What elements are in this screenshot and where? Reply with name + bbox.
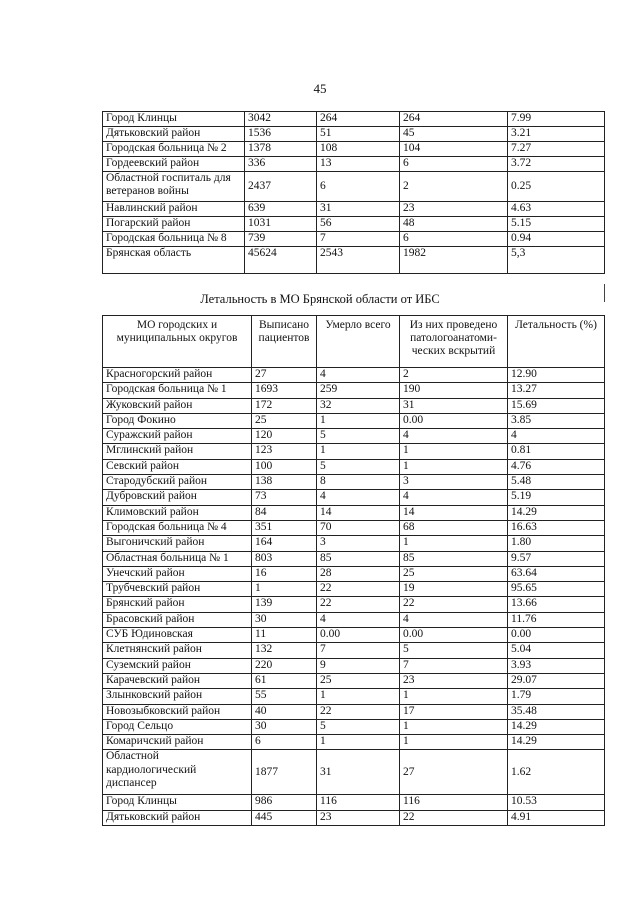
header-cell-autopsies: Из них проведено патологоанатоми-ческих вскрытий <box>400 316 508 368</box>
value-cell: 1 <box>317 689 400 704</box>
value-cell: 1.80 <box>508 536 605 551</box>
value-cell: 6 <box>400 157 508 172</box>
value-cell: 27 <box>400 750 508 795</box>
continuation-table <box>102 111 605 274</box>
district-name-cell: Новозыбковский район <box>103 704 252 719</box>
table-row <box>103 505 605 520</box>
value-cell: 22 <box>317 597 400 612</box>
district-name-cell: СУБ Юдиновская <box>103 628 252 643</box>
value-cell: 68 <box>400 520 508 535</box>
district-name-cell: Город Клинцы <box>103 795 252 810</box>
district-name-cell: Комаричский район <box>103 735 252 750</box>
value-cell: 336 <box>245 157 317 172</box>
value-cell: 14.29 <box>508 505 605 520</box>
value-cell: 264 <box>400 112 508 127</box>
value-cell: 1877 <box>252 750 317 795</box>
value-cell: 3 <box>400 475 508 490</box>
table-row <box>103 658 605 673</box>
value-cell: 264 <box>317 112 400 127</box>
district-name-cell: Город Фокино <box>103 413 252 428</box>
value-cell: 3.21 <box>508 127 605 142</box>
value-cell: 1 <box>317 444 400 459</box>
value-cell: 1693 <box>252 383 317 398</box>
value-cell: 5,3 <box>508 247 605 274</box>
value-cell: 14.29 <box>508 735 605 750</box>
table-row <box>103 142 605 157</box>
value-cell: 4 <box>317 612 400 627</box>
district-name-cell: Клетнянский район <box>103 643 252 658</box>
district-name-cell: Карачевский район <box>103 673 252 688</box>
value-cell: 259 <box>317 383 400 398</box>
table-row <box>103 810 605 825</box>
value-cell: 19 <box>400 582 508 597</box>
table-row <box>103 643 605 658</box>
value-cell: 11 <box>252 628 317 643</box>
value-cell: 4.63 <box>508 202 605 217</box>
value-cell: 85 <box>317 551 400 566</box>
value-cell: 4 <box>508 429 605 444</box>
table-row <box>103 247 605 274</box>
district-name-cell: Навлинский район <box>103 202 245 217</box>
district-name-cell: Городская больница № 2 <box>103 142 245 157</box>
value-cell: 5.15 <box>508 217 605 232</box>
table-row <box>103 597 605 612</box>
value-cell: 55 <box>252 689 317 704</box>
header-cell-lethality: Летальность (%) <box>508 316 605 368</box>
table-row <box>103 202 605 217</box>
value-cell: 22 <box>400 810 508 825</box>
value-cell: 1 <box>400 735 508 750</box>
value-cell: 13.66 <box>508 597 605 612</box>
value-cell: 6 <box>317 172 400 202</box>
value-cell: 9 <box>317 658 400 673</box>
value-cell: 190 <box>400 383 508 398</box>
value-cell: 4 <box>400 429 508 444</box>
district-name-cell: Унечский район <box>103 566 252 581</box>
lethality-table <box>102 315 605 826</box>
value-cell: 23 <box>400 202 508 217</box>
value-cell: 3.93 <box>508 658 605 673</box>
district-name-cell: Брасовский район <box>103 612 252 627</box>
value-cell: 351 <box>252 520 317 535</box>
value-cell: 45624 <box>245 247 317 274</box>
value-cell: 51 <box>317 127 400 142</box>
value-cell: 5.48 <box>508 475 605 490</box>
value-cell: 132 <box>252 643 317 658</box>
district-name-cell: Город Сельцо <box>103 719 252 734</box>
district-name-cell: Красногорский район <box>103 368 252 383</box>
value-cell: 1 <box>317 735 400 750</box>
table-row <box>103 368 605 383</box>
value-cell: 1536 <box>245 127 317 142</box>
value-cell: 22 <box>317 582 400 597</box>
value-cell: 16.63 <box>508 520 605 535</box>
value-cell: 1 <box>317 413 400 428</box>
value-cell: 5.04 <box>508 643 605 658</box>
value-cell: 138 <box>252 475 317 490</box>
value-cell: 120 <box>252 429 317 444</box>
value-cell: 13 <box>317 157 400 172</box>
table-row <box>103 475 605 490</box>
value-cell: 1 <box>400 719 508 734</box>
value-cell: 30 <box>252 612 317 627</box>
value-cell: 123 <box>252 444 317 459</box>
value-cell: 9.57 <box>508 551 605 566</box>
value-cell: 25 <box>317 673 400 688</box>
margin-line <box>604 284 605 302</box>
value-cell: 116 <box>400 795 508 810</box>
value-cell: 220 <box>252 658 317 673</box>
table-row <box>103 689 605 704</box>
district-name-cell: Мглинский район <box>103 444 252 459</box>
value-cell: 0.94 <box>508 232 605 247</box>
value-cell: 85 <box>400 551 508 566</box>
value-cell: 30 <box>252 719 317 734</box>
value-cell: 5 <box>317 459 400 474</box>
value-cell: 63.64 <box>508 566 605 581</box>
value-cell: 172 <box>252 398 317 413</box>
table-row <box>103 490 605 505</box>
value-cell: 164 <box>252 536 317 551</box>
district-name-cell: Дятьковский район <box>103 810 252 825</box>
value-cell: 1982 <box>400 247 508 274</box>
table-row <box>103 232 605 247</box>
table-row <box>103 566 605 581</box>
value-cell: 0.00 <box>508 628 605 643</box>
district-name-cell: Брянский район <box>103 597 252 612</box>
value-cell: 14 <box>400 505 508 520</box>
value-cell: 22 <box>317 704 400 719</box>
value-cell: 739 <box>245 232 317 247</box>
district-name-cell: Дубровский район <box>103 490 252 505</box>
value-cell: 3.85 <box>508 413 605 428</box>
value-cell: 3.72 <box>508 157 605 172</box>
value-cell: 986 <box>252 795 317 810</box>
value-cell: 1 <box>400 459 508 474</box>
value-cell: 14 <box>317 505 400 520</box>
value-cell: 1.62 <box>508 750 605 795</box>
value-cell: 5 <box>317 429 400 444</box>
district-name-cell: Севский район <box>103 459 252 474</box>
district-name-cell: Трубчевский район <box>103 582 252 597</box>
value-cell: 61 <box>252 673 317 688</box>
value-cell: 0.00 <box>400 413 508 428</box>
header-cell-district: МО городских и муниципальных округов <box>103 316 252 368</box>
value-cell: 15.69 <box>508 398 605 413</box>
page-number: 45 <box>313 81 327 96</box>
value-cell: 445 <box>252 810 317 825</box>
value-cell: 7.99 <box>508 112 605 127</box>
value-cell: 48 <box>400 217 508 232</box>
value-cell: 73 <box>252 490 317 505</box>
table-row <box>103 551 605 566</box>
value-cell: 4.76 <box>508 459 605 474</box>
district-name-cell: Жуковский район <box>103 398 252 413</box>
district-name-cell: Злынковский район <box>103 689 252 704</box>
value-cell: 10.53 <box>508 795 605 810</box>
value-cell: 8 <box>317 475 400 490</box>
district-name-cell: Областная больница № 1 <box>103 551 252 566</box>
value-cell: 25 <box>400 566 508 581</box>
value-cell: 108 <box>317 142 400 157</box>
value-cell: 84 <box>252 505 317 520</box>
section-title: Летальность в МО Брянской области от ИБС <box>200 292 440 306</box>
value-cell: 27 <box>252 368 317 383</box>
value-cell: 116 <box>317 795 400 810</box>
value-cell: 28 <box>317 566 400 581</box>
value-cell: 1378 <box>245 142 317 157</box>
value-cell: 12.90 <box>508 368 605 383</box>
value-cell: 1 <box>252 582 317 597</box>
value-cell: 3042 <box>245 112 317 127</box>
value-cell: 0.81 <box>508 444 605 459</box>
value-cell: 4.91 <box>508 810 605 825</box>
table-row <box>103 582 605 597</box>
table-row <box>103 172 605 202</box>
value-cell: 7 <box>400 658 508 673</box>
value-cell: 2 <box>400 172 508 202</box>
value-cell: 0.25 <box>508 172 605 202</box>
value-cell: 17 <box>400 704 508 719</box>
table-row <box>103 719 605 734</box>
value-cell: 4 <box>400 612 508 627</box>
value-cell: 23 <box>317 810 400 825</box>
value-cell: 5 <box>400 643 508 658</box>
district-name-cell: Выгоничский район <box>103 536 252 551</box>
district-name-cell: Городская больница № 4 <box>103 520 252 535</box>
value-cell: 13.27 <box>508 383 605 398</box>
value-cell: 7 <box>317 643 400 658</box>
table-row <box>103 217 605 232</box>
value-cell: 1 <box>400 444 508 459</box>
header-cell-died: Умерло всего <box>317 316 400 368</box>
value-cell: 40 <box>252 704 317 719</box>
header-row <box>103 316 605 368</box>
table-row <box>103 704 605 719</box>
value-cell: 4 <box>317 490 400 505</box>
value-cell: 1.79 <box>508 689 605 704</box>
value-cell: 56 <box>317 217 400 232</box>
table-row <box>103 795 605 810</box>
value-cell: 31 <box>400 398 508 413</box>
table-row <box>103 429 605 444</box>
district-name-cell: Климовский район <box>103 505 252 520</box>
value-cell: 25 <box>252 413 317 428</box>
table-row <box>103 459 605 474</box>
table-row <box>103 157 605 172</box>
value-cell: 16 <box>252 566 317 581</box>
value-cell: 0.00 <box>400 628 508 643</box>
district-name-cell: Областной кардиологический диспансер <box>103 750 252 795</box>
district-name-cell: Суражский район <box>103 429 252 444</box>
value-cell: 45 <box>400 127 508 142</box>
table-row <box>103 612 605 627</box>
district-name-cell: Гордеевский район <box>103 157 245 172</box>
value-cell: 14.29 <box>508 719 605 734</box>
value-cell: 70 <box>317 520 400 535</box>
table-row <box>103 628 605 643</box>
value-cell: 5.19 <box>508 490 605 505</box>
value-cell: 35.48 <box>508 704 605 719</box>
value-cell: 7 <box>317 232 400 247</box>
value-cell: 1 <box>400 689 508 704</box>
value-cell: 2543 <box>317 247 400 274</box>
table-row <box>103 750 605 795</box>
value-cell: 31 <box>317 750 400 795</box>
table-row <box>103 413 605 428</box>
district-name-cell: Погарский район <box>103 217 245 232</box>
table-row <box>103 398 605 413</box>
value-cell: 0.00 <box>317 628 400 643</box>
value-cell: 22 <box>400 597 508 612</box>
district-name-cell: Суземский район <box>103 658 252 673</box>
value-cell: 4 <box>400 490 508 505</box>
value-cell: 139 <box>252 597 317 612</box>
table-row <box>103 520 605 535</box>
district-name-cell: Стародубский район <box>103 475 252 490</box>
value-cell: 2437 <box>245 172 317 202</box>
value-cell: 32 <box>317 398 400 413</box>
table-row <box>103 112 605 127</box>
value-cell: 31 <box>317 202 400 217</box>
district-name-cell: Областной госпиталь для ветеранов войны <box>103 172 245 202</box>
table-row <box>103 735 605 750</box>
value-cell: 4 <box>317 368 400 383</box>
header-cell-discharged: Выписано пациентов <box>252 316 317 368</box>
district-name-cell: Городская больница № 1 <box>103 383 252 398</box>
value-cell: 6 <box>252 735 317 750</box>
value-cell: 7.27 <box>508 142 605 157</box>
district-name-cell: Городская больница № 8 <box>103 232 245 247</box>
table-row <box>103 383 605 398</box>
value-cell: 29.07 <box>508 673 605 688</box>
value-cell: 23 <box>400 673 508 688</box>
value-cell: 639 <box>245 202 317 217</box>
value-cell: 1031 <box>245 217 317 232</box>
value-cell: 6 <box>400 232 508 247</box>
table-row <box>103 444 605 459</box>
value-cell: 104 <box>400 142 508 157</box>
table-row <box>103 127 605 142</box>
value-cell: 5 <box>317 719 400 734</box>
value-cell: 95.65 <box>508 582 605 597</box>
value-cell: 11.76 <box>508 612 605 627</box>
value-cell: 100 <box>252 459 317 474</box>
table-row <box>103 673 605 688</box>
value-cell: 803 <box>252 551 317 566</box>
value-cell: 1 <box>400 536 508 551</box>
table-row <box>103 536 605 551</box>
value-cell: 3 <box>317 536 400 551</box>
district-name-cell: Брянская область <box>103 247 245 274</box>
district-name-cell: Дятьковский район <box>103 127 245 142</box>
district-name-cell: Город Клинцы <box>103 112 245 127</box>
value-cell: 2 <box>400 368 508 383</box>
